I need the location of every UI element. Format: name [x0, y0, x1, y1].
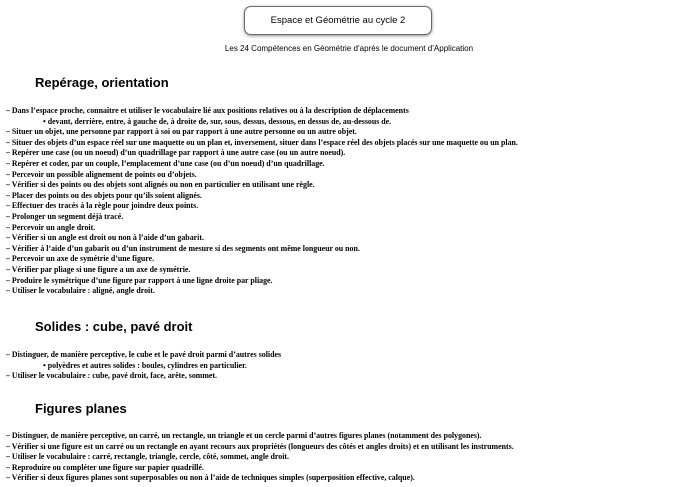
list-item: – Situer un objet, une personne par rapport à soi ou par rapport à une autre personne ou un autre objet. [6, 127, 357, 137]
list-item: – Distinguer, de manière perceptive, le cube et le pavé droit parmi d’autres solides [6, 350, 282, 359]
list-item: – Produire le symétrique d’une figure par rapport à une ligne droite par pliage. [6, 275, 273, 285]
list-item: – Placer des points ou des objets pour qu’ils soient alignés. [6, 190, 202, 200]
section-reperage-list [6, 106, 518, 297]
list-item: – Reproduire ou compléter une figure sur papier quadrillé. [6, 462, 204, 472]
section-heading-solides: Solides : cube, pavé droit [35, 319, 193, 334]
list-sub-item: • polyèdres et autres solides : boules, cylindres en particulier. [43, 360, 247, 370]
list-item: – Vérifier si un angle est droit ou non à l’aide d’un gabarit. [6, 233, 204, 243]
list-item: – Repérer une case (ou un noeud) d’un quadrillage par rapport à une autre case (ou un autre noeud). [6, 148, 346, 158]
list-item: – Vérifier si une figure est un carré ou un rectangle en ayant recours aux propriétés (longueurs des côtés et angles droits) et en utilisant les instruments. [6, 441, 514, 451]
page-subtitle: Les 24 Compétences en Géométrie d’après le document d’Application [224, 44, 474, 53]
section-heading-figures-planes: Figures planes [35, 401, 127, 416]
title-box [244, 6, 432, 35]
list-item: – Vérifier si des points ou des objets sont alignés ou non en particulier en utilisant une règle. [6, 180, 315, 190]
list-item: – Distinguer, de manière perceptive, un carré, un rectangle, un triangle et un cercle parmi d’autres figures planes (notamment des polygones). [6, 431, 482, 440]
list-item: – Utiliser le vocabulaire : aligné, angle droit. [6, 286, 155, 296]
list-item: – Utiliser le vocabulaire : cube, pavé droit, face, arête, sommet. [6, 371, 218, 381]
list-sub-item: • devant, derrière, entre, à gauche de, à droite de, sur, sous, dessus, dessous, en dessus de, au-dessous de. [43, 116, 392, 126]
list-item: – Vérifier par pliage si une figure a un axe de symétrie. [6, 264, 191, 274]
list-item: – Vérifier si deux figures planes sont superposables ou non à l’aide de techniques simples (superposition effective, calque). [6, 473, 415, 483]
list-item: – Percevoir un possible alignement de points ou d’objets. [6, 169, 197, 179]
list-item: – Situer des objets d’un espace réel sur une maquette ou un plan et, inversement, situer dans l’espace réel des objets placés sur une maquette ou un plan. [6, 137, 518, 147]
list-item: – Prolonger un segment déjà tracé. [6, 211, 124, 221]
section-figures-planes-list [6, 431, 514, 484]
list-item: – Dans l’espace proche, connaître et utiliser le vocabulaire lié aux positions relatives ou à la description de déplacements [6, 106, 409, 115]
page-title: Espace et Géométrie au cycle 2 [270, 15, 406, 26]
list-item: – Utiliser le vocabulaire : carré, rectangle, triangle, cercle, côté, sommet, angle droit. [6, 452, 290, 462]
list-item: – Percevoir un angle droit. [6, 222, 96, 232]
list-item: – Vérifier à l’aide d’un gabarit ou d’un instrument de mesure si des segments ont même longueur ou non. [6, 243, 360, 253]
section-solides-list [6, 350, 281, 382]
list-item: – Effectuer des tracés à la règle pour joindre deux points. [6, 201, 199, 211]
list-item: – Percevoir un axe de symétrie d’une figure. [6, 254, 155, 264]
list-item: – Repérer et coder, par un couple, l’emplacement d’une case (ou d’un noeud) d’un quadrillage. [6, 158, 325, 168]
section-heading-reperage: Repérage, orientation [35, 75, 169, 90]
